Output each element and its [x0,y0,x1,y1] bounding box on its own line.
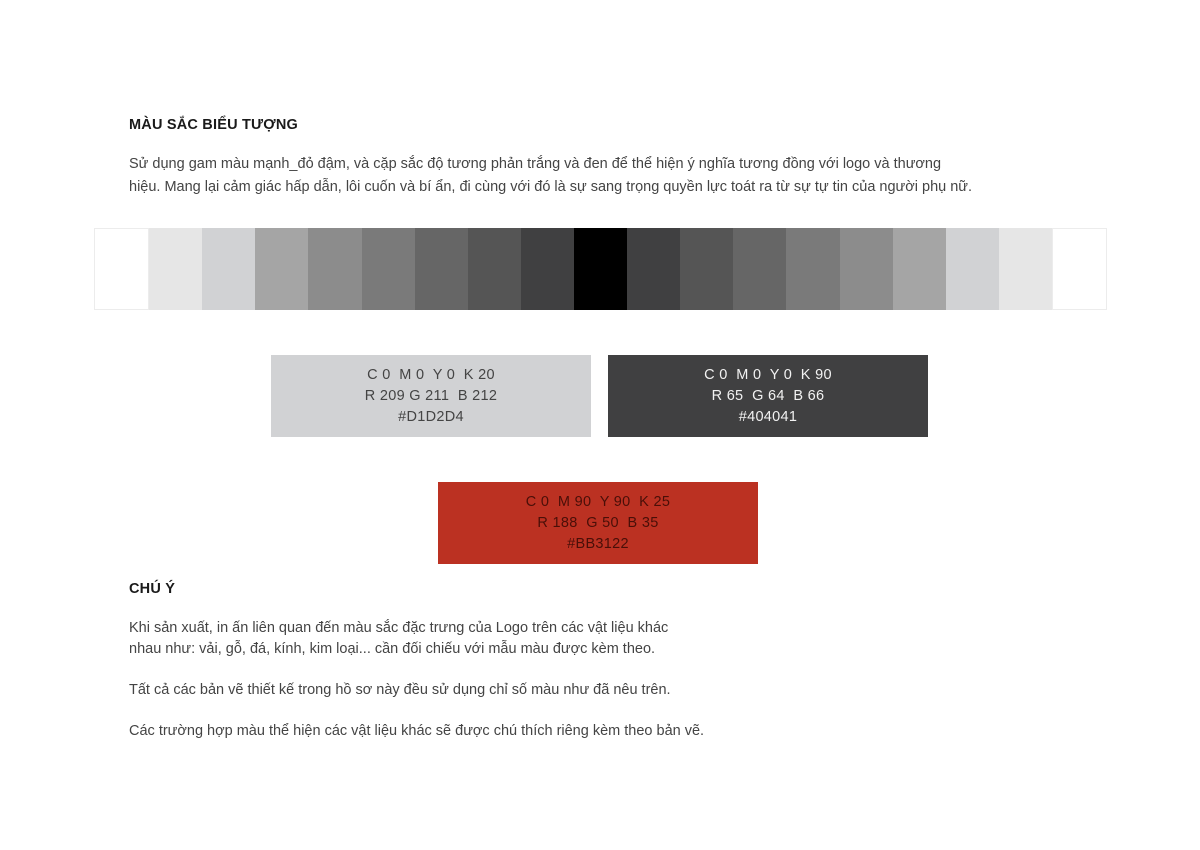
grayscale-swatch [362,228,415,310]
grayscale-swatch [468,228,521,310]
note-1-line-2: nhau như: vải, gỗ, đá, kính, kim loại... cần đối chiếu với mẫu màu được kèm theo. [129,641,656,657]
cmyk-value: C 0 M 90 Y 90 K 25 [525,493,671,510]
grayscale-swatch [415,228,468,310]
grayscale-strip [94,228,1107,310]
grayscale-swatch [840,228,893,310]
note-paragraph-2: Tất cả các bản vẽ thiết kế trong hồ sơ này đều sử dụng chỉ số màu như đã nêu trên. [129,682,671,698]
intro-paragraph [129,153,1069,199]
section-title-note: CHÚ Ý [129,581,176,597]
note-1-line-1: Khi sản xuất, in ấn liên quan đến màu sắc đặc trưng của Logo trên các vật liệu khác [129,620,669,636]
grayscale-swatch [733,228,786,310]
intro-line-1: Sử dụng gam màu mạnh_đỏ đậm, và cặp sắc độ tương phản trắng và đen để thể hiện ý nghĩa tương đồng với logo và thương [129,156,942,172]
cmyk-value: C 0 M 0 Y 0 K 90 [704,366,832,383]
grayscale-swatch [308,228,361,310]
grayscale-swatch [680,228,733,310]
rgb-value: R 65 G 64 B 66 [711,387,825,404]
cmyk-value: C 0 M 0 Y 0 K 20 [367,366,495,383]
grayscale-swatch [786,228,839,310]
grayscale-swatch [255,228,308,310]
hex-value: #D1D2D4 [398,408,464,425]
color-card-dark-gray [608,355,928,437]
section-title-colors: MÀU SẮC BIỂU TƯỢNG [129,117,298,133]
grayscale-swatch [999,228,1052,310]
rgb-value: R 209 G 211 B 212 [364,387,498,404]
note-paragraph-1 [129,618,809,660]
grayscale-swatch [946,228,999,310]
grayscale-swatch [1052,228,1107,310]
grayscale-swatch [627,228,680,310]
grayscale-swatch [574,228,627,310]
rgb-value: R 188 G 50 B 35 [537,514,659,531]
grayscale-swatch [94,228,149,310]
grayscale-swatch [149,228,202,310]
note-paragraph-3: Các trường hợp màu thể hiện các vật liệu khác sẽ được chú thích riêng kèm theo bản vẽ. [129,723,705,739]
grayscale-swatch [893,228,946,310]
color-card-light-gray [271,355,591,437]
hex-value: #404041 [738,408,798,425]
grayscale-swatch [521,228,574,310]
grayscale-swatch [202,228,255,310]
hex-value: #BB3122 [567,535,629,552]
color-card-red [438,482,758,564]
intro-line-2: hiệu. Mang lại cảm giác hấp dẫn, lôi cuốn và bí ẩn, đi cùng với đó là sự sang trọng quyền lực toát ra từ sự tự tin của người phụ nữ. [129,179,973,195]
